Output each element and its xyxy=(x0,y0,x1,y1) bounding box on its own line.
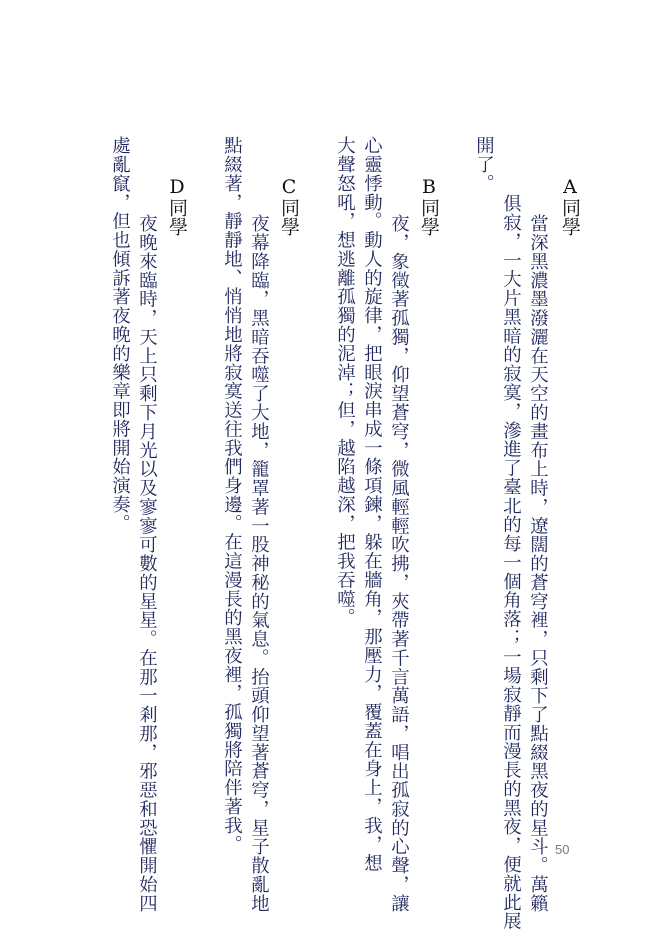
section-c-line-1: 夜幕降臨，黑暗吞噬了大地，籠罩著一股神秘的氣息。抬頭仰望著蒼穹，星子散亂地 xyxy=(248,214,270,913)
section-c-line-2: 點綴著，靜靜地、悄悄地將寂寞送往我們身邊。在這漫長的黑夜裡，孤獨將陪伴著我。 xyxy=(221,136,243,854)
heading-d: D同學 xyxy=(166,176,188,236)
heading-c: C同學 xyxy=(278,176,300,236)
heading-a: A同學 xyxy=(559,176,581,236)
section-a-line-1: 當深黑濃墨潑灑在天空的畫布上時，遼闊的蒼穹裡，只剩下了點綴黑夜的星斗。萬籟 xyxy=(527,214,549,913)
section-d-line-1: 夜晚來臨時，天上只剩下月光以及寥寥可數的星星。在那一剎那，邪惡和恐懼開始四 xyxy=(136,214,158,913)
heading-b: B同學 xyxy=(418,176,440,236)
section-a-line-3: 開了。 xyxy=(473,136,495,193)
section-b-line-1: 夜，象徵著孤獨，仰望蒼穹，微風輕輕吹拂，夾帶著千言萬語，唱出孤寂的心聲，讓 xyxy=(388,214,410,913)
section-d-line-2: 處亂竄，但也傾訴著夜晚的樂章即將開始演奏。 xyxy=(109,136,131,533)
section-b-line-3: 大聲怒吼，想逃離孤獨的泥淖；但，越陷越深，把我吞噬。 xyxy=(334,136,356,627)
section-b-line-2: 心靈悸動。動人的旋律，把眼淚串成一條項鍊，躲在牆角，那壓力，覆蓋在身上，我，想 xyxy=(361,136,383,873)
section-a-line-2: 俱寂，一大片黑暗的寂寞，滲進了臺北的每一個角落；一場寂靜而漫長的黑夜，便就此展 xyxy=(500,194,522,931)
page-number: 50 xyxy=(555,842,570,857)
